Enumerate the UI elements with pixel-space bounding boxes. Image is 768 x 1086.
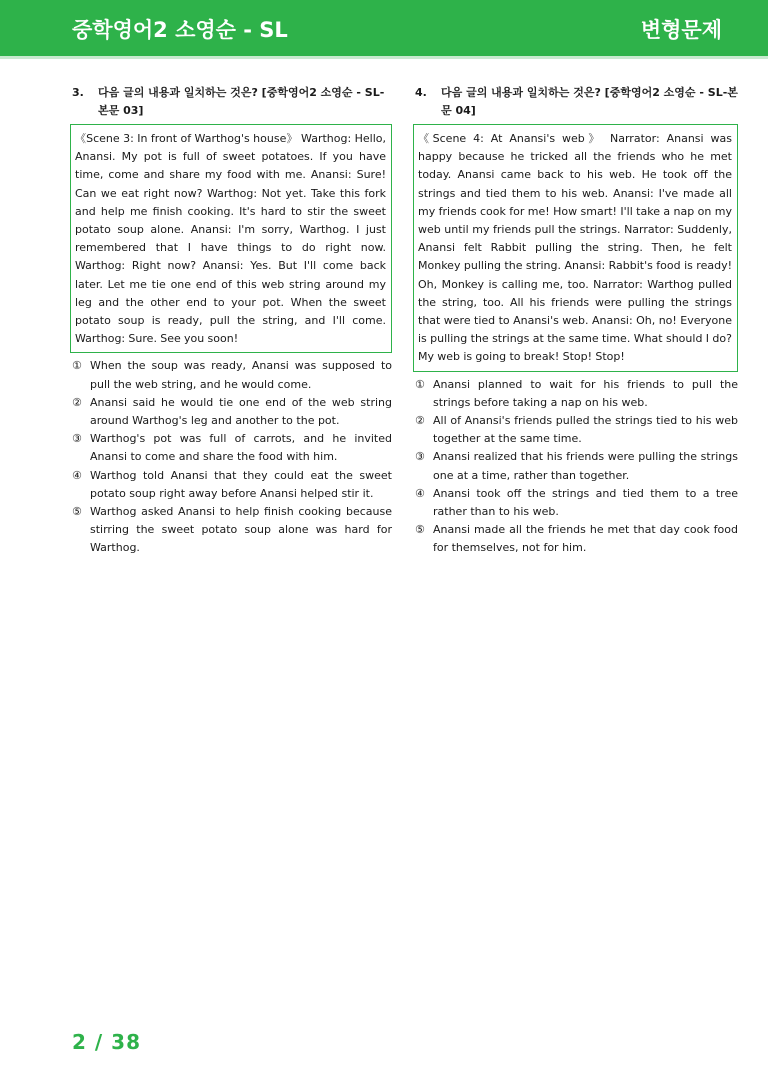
section-category: 변형문제 (640, 18, 722, 42)
option-5[interactable] (70, 503, 392, 558)
option-marker: ⑤ (415, 523, 425, 537)
question-3-title (70, 84, 392, 120)
option-2[interactable] (70, 394, 392, 430)
option-text: All of Anansi's friends pulled the strings tied to his web together at the same time. (433, 414, 738, 446)
option-text: When the soup was ready, Anansi was supposed to pull the web string, and he would come. (90, 359, 392, 391)
option-3[interactable] (413, 448, 738, 484)
option-marker: ③ (72, 432, 82, 446)
question-prompt: 다음 글의 내용과 일치하는 것은? [중학영어2 소영순 - SL-본문 04] (441, 86, 738, 117)
question-number: 3. (72, 86, 84, 99)
option-marker: ② (415, 414, 425, 428)
option-4[interactable] (70, 467, 392, 503)
option-text: Anansi planned to wait for his friends to pull the strings before taking a nap on his web. (433, 377, 738, 409)
option-marker: ④ (72, 468, 82, 482)
option-text: Warthog told Anansi that they could eat the sweet potato soup right away before Anansi helped stir it. (90, 468, 392, 500)
question-4 (413, 84, 738, 558)
question-3 (70, 84, 392, 558)
option-1[interactable] (413, 376, 738, 412)
option-text: Warthog's pot was full of carrots, and he invited Anansi to come and share the food with him. (90, 432, 392, 464)
question-4-title (413, 84, 738, 120)
option-5[interactable] (413, 521, 738, 557)
option-text: Anansi realized that his friends were pulling the strings one at a time, rather than together. (433, 450, 738, 482)
page-header (0, 0, 768, 56)
question-number: 4. (415, 86, 427, 99)
option-marker: ④ (415, 486, 425, 500)
option-1[interactable] (70, 357, 392, 393)
question-prompt: 다음 글의 내용과 일치하는 것은? [중학영어2 소영순 - SL-본문 03] (98, 86, 385, 117)
question-4-options (413, 376, 738, 558)
book-title: 중학영어2 소영순 - SL (72, 18, 288, 42)
option-marker: ② (72, 395, 82, 409)
option-text: Warthog asked Anansi to help finish cooking because stirring the sweet potato soup alone was hard for Warthog. (90, 505, 392, 555)
option-marker: ⑤ (72, 505, 82, 519)
option-3[interactable] (70, 430, 392, 466)
question-3-options (70, 357, 392, 557)
question-4-passage: 《Scene 4: At Anansi's web》 Narrator: Anansi was happy because he tricked all the friends who he met today. Anansi came back to his web. He took off the strings and tied them to his web. Anansi: I've made all my friends cook for me! How smart! I'll take a nap on my web until my friends pull the strings. Narrator: Suddenly, Anansi felt Rabbit pulling the string. Then, he felt Monkey pulling the string. Anansi: Rabbit's food is ready! Oh, Monkey is calling me, too. Narrator: Warthog pulled the string, too. All his friends were pulling the strings that were tied to Anansi's web. Anansi: Oh, no! Everyone is pulling the strings at the same time. What should I do? My web is going to break! Stop! Stop! (413, 124, 738, 372)
option-4[interactable] (413, 485, 738, 521)
option-marker: ① (415, 377, 425, 391)
option-text: Anansi said he would tie one end of the web string around Warthog's leg and another to the pot. (90, 395, 392, 428)
page-number: 2 / 38 (72, 1030, 141, 1054)
option-marker: ① (72, 359, 82, 373)
option-text: Anansi took off the strings and tied them to a tree rather than to his web. (433, 486, 738, 519)
option-text: Anansi made all the friends he met that day cook food for themselves, not for him. (433, 523, 738, 555)
option-2[interactable] (413, 412, 738, 448)
option-marker: ③ (415, 450, 425, 464)
question-3-passage: 《Scene 3: In front of Warthog's house》 Warthog: Hello, Anansi. My pot is full of sweet potatoes. If you have time, come and share my food with me. Anansi: Sure! Can we eat right now? Warthog: Not yet. Take this fork and help me finish cooking. It's hard to stir the sweet potato soup alone. Anansi: I'm sorry, Warthog. I just remembered that I have things to do right now. Warthog: Right now? Anansi: Yes. But I'll come back later. Let me tie one end of this web string around my leg and the other end to your pot. When the sweet potato soup is ready, pull the string, and I'll come. Warthog: Sure. See you soon! (70, 124, 392, 353)
header-divider (0, 56, 768, 59)
